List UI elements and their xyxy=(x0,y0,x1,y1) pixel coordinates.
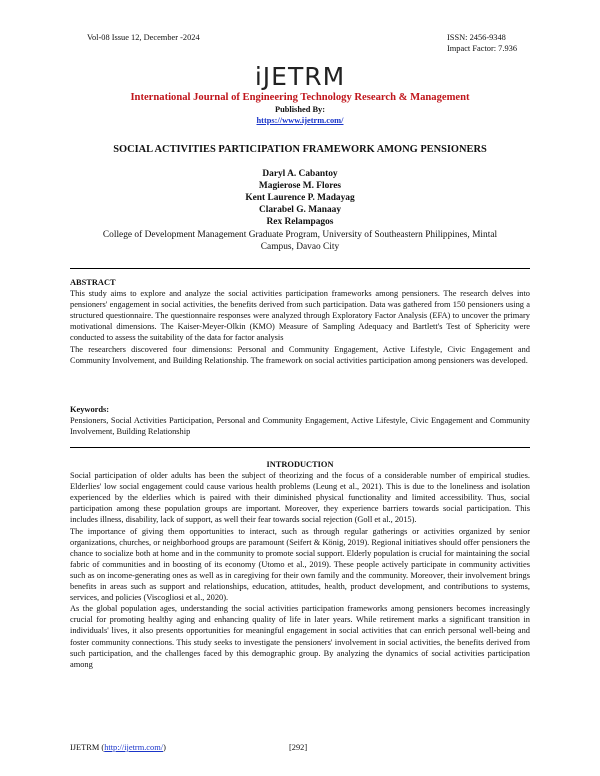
journal-logo: iJETRM xyxy=(254,62,346,91)
author-list xyxy=(100,168,500,228)
impact-factor: Impact Factor: 7.936 xyxy=(447,44,518,53)
abstract-section xyxy=(70,277,530,366)
author-name: Rex Relampagos xyxy=(266,217,334,227)
journal-url-link[interactable]: https://www.ijetrm.com/ xyxy=(256,116,344,125)
introduction-paragraph: The importance of giving them opportunities to interact, such as through regular gatherings or activities organized by senior organizations, churches, or neighborhood groups are paramount (Seifert & König, 2019). Regional initiatives should offer pensioners the chance to socialize both at home and in the community to promote social support. Elderly population is crucial for maintaining the social fabric of communities and in boosting of its economy (Utomo et al., 2019). These people actively participate in community activities such as on income-generating ones as well as in caregiving for their own family and the community. Moreover, their involvement brings benefits in areas such as support and relationships, education, attitudes, health, product development, and contributions to systems, services, and policies (Viscogliosi et al., 2020). xyxy=(70,526,530,603)
introduction-heading: INTRODUCTION xyxy=(266,460,334,469)
introduction-paragraph: Social participation of older adults has been the subject of theorizing and the focus of a considerable number of empirical studies. Elderlies' low social engagement could cause various health problems (Leung et al., 2021). This is due to the loneliness and isolation experienced by the elderlies which is paired with their diminished physical functionality and limited accessibility. Thus, social participation among these population groups are important. Moreover, they experience barriers towards social participation. This includes illness, disability, lack of support, as well their fear towards social rejection (Goll et al., 2015). xyxy=(70,471,530,525)
abstract-paragraph: This study aims to explore and analyze the social activities participation frameworks among pensioners. The research delves into pensioners' engagement in social activities, the benefits derived from such participation. Data was gathered from 150 pensioners using a structured questionnaire. The questionnaire responses were analyzed through Exploratory Factor Analysis (EFA) to uncover the primary motivational dimensions. The Kaiser-Meyer-Olkin (KMO) Measure of Sampling Adequacy and Bartlett's Test of Sphericity were conducted to assess the suitability of the data for factor analysis xyxy=(70,289,530,343)
author-name: Clarabel G. Manaay xyxy=(258,205,342,215)
affiliation-line: College of Development Management Graduate Program, University of Southeastern Philippines, Mintal xyxy=(102,230,498,240)
affiliation-line: Campus, Davao City xyxy=(260,242,340,252)
keywords-section xyxy=(70,404,530,437)
author-name: Daryl A. Cabantoy xyxy=(262,169,338,179)
author-name: Kent Laurence P. Madayag xyxy=(245,193,355,203)
divider-top xyxy=(70,268,530,269)
volume-issue: Vol-08 Issue 12, December -2024 xyxy=(87,33,200,42)
issn: ISSN: 2456-9348 xyxy=(447,33,506,42)
author-name: Magierose M. Flores xyxy=(258,181,342,191)
abstract-paragraph: The researchers discovered four dimensions: Personal and Community Engagement, Active Lifestyle, Civic Engagement and Community Involvement, and Building Relationship. The framework on social activities participation among pensioners was developed. xyxy=(70,344,530,365)
footer-journal-link[interactable]: http://ijetrm.com/ xyxy=(104,743,164,752)
introduction-paragraph: As the global population ages, understanding the social activities participation frameworks among pensioners becomes increasingly crucial for promoting healthy aging and enhancing quality of life in later years. While retirement marks a significant transition in individuals' lives, it also presents opportunities for meaningful engagement in social activities that can enrich personal well-being and foster community connections. This study seeks to investigate the pensioners' involvement in social activities, the benefits derived from such participation, and the challenges faced by this demographic group. By analyzing the dynamics of social activities participation among xyxy=(70,604,530,669)
introduction-section xyxy=(70,459,530,670)
keywords-heading: Keywords: xyxy=(70,405,110,414)
affiliation xyxy=(40,229,560,253)
page-number: [292] xyxy=(289,743,308,752)
published-by: Published By: xyxy=(274,105,326,114)
abstract-heading: ABSTRACT xyxy=(70,278,116,287)
journal-name: International Journal of Engineering Technology Research & Management xyxy=(130,92,470,103)
keywords-text: Pensioners, Social Activities Participation, Personal and Community Engagement, Active Lifestyle, Civic Engagement and Community Involvement, Building Relationship xyxy=(70,416,530,437)
footer-journal: IJETRM (http://ijetrm.com/) xyxy=(70,743,166,752)
divider-bottom xyxy=(70,447,530,448)
paper-title: SOCIAL ACTIVITIES PARTICIPATION FRAMEWORK AMONG PENSIONERS xyxy=(113,144,487,155)
